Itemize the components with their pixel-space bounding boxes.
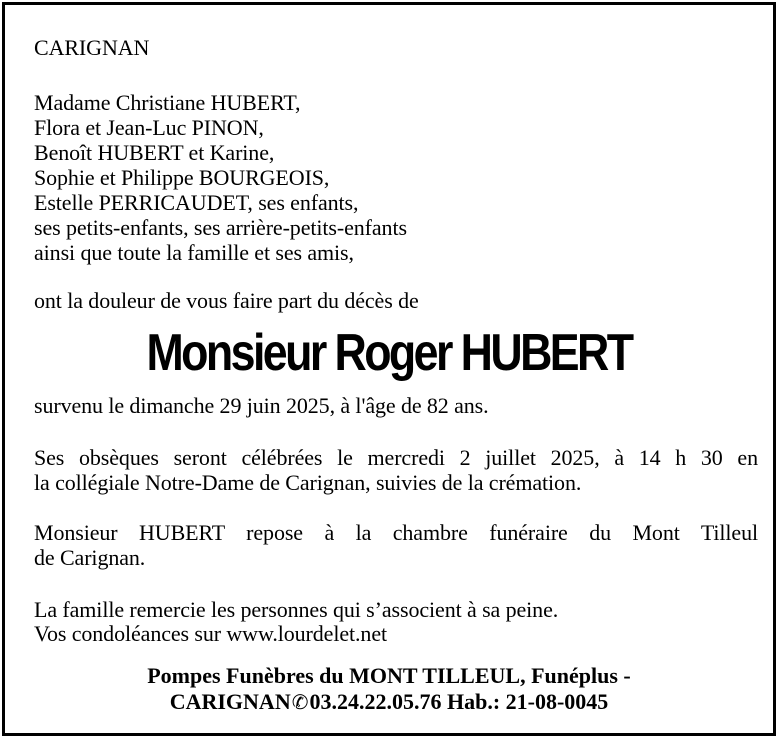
family-line: Madame Christiane HUBERT,: [34, 90, 301, 115]
family-line: ainsi que toute la famille et ses amis,: [34, 240, 354, 265]
funeral-line: la collégiale Notre-Dame de Carignan, suivies de la crémation.: [34, 470, 582, 495]
town-heading: CARIGNAN: [34, 35, 150, 60]
deceased-name: Monsieur Roger HUBERT: [146, 324, 632, 382]
family-line: Flora et Jean-Luc PINON,: [34, 115, 264, 140]
thanks-line: La famille remercie les personnes qui s’associent à sa peine.: [34, 597, 559, 622]
announcement-text: ont la douleur de vous faire part du décès de: [34, 288, 419, 313]
funeral-line: Ses obsèques seront célébrées le mercredi 2 juillet 2025, à 14 h 30 en: [34, 445, 758, 470]
family-line: Estelle PERRICAUDET, ses enfants,: [34, 190, 359, 215]
funeral-home-town: CARIGNAN: [169, 689, 291, 714]
funeral-home-contact: [5, 691, 773, 714]
phone-and-license: 03.24.22.05.76 Hab.: 21-08-0045: [309, 689, 609, 714]
obituary-notice: [2, 2, 776, 736]
death-info: survenu le dimanche 29 juin 2025, à l'âge de 82 ans.: [34, 393, 489, 418]
repose-line: de Carignan.: [34, 545, 146, 570]
condolences-line: Vos condoléances sur www.lourdelet.net: [34, 621, 388, 646]
repose-line: Monsieur HUBERT repose à la chambre funéraire du Mont Tilleul: [34, 520, 758, 545]
family-line: ses petits-enfants, ses arrière-petits-enfants: [34, 215, 407, 240]
phone-icon: ✆: [291, 692, 309, 714]
funeral-home-name: Pompes Funèbres du MONT TILLEUL, Funéplus -: [147, 663, 631, 688]
family-line: Sophie et Philippe BOURGEOIS,: [34, 165, 330, 190]
family-line: Benoît HUBERT et Karine,: [34, 140, 275, 165]
